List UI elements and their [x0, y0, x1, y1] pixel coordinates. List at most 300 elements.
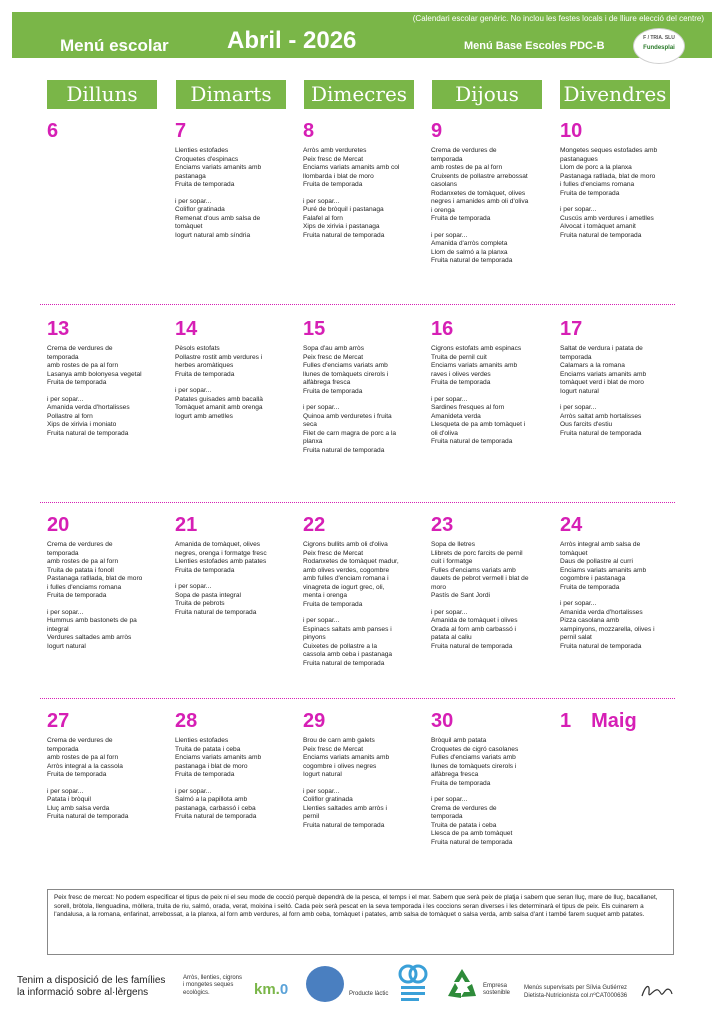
menu-item: cassola amb ceba i pastanaga — [303, 651, 393, 658]
menu-item: Remenat d'ous amb salsa de — [175, 214, 261, 222]
menu-item: Enciams variats amanits amb — [303, 754, 390, 761]
week-separator — [40, 304, 675, 305]
dinner-label: i per sopar... — [175, 583, 212, 590]
weekday-header: Divendres — [560, 80, 670, 109]
menu-item: Mongetes seques estofades amb — [560, 147, 658, 154]
menu-item: tomàquet verd i blat de moro — [560, 379, 644, 386]
meal-gap — [560, 198, 682, 206]
menu-item: Cigrons estofats amb espinacs — [431, 345, 522, 352]
day-cell — [431, 710, 553, 847]
menu-item: Amanida d'arròs completa — [431, 240, 508, 247]
menu-item: Llom de porc a la planxa — [560, 164, 632, 171]
day-cell — [175, 710, 297, 822]
menu-item: Peix fresc de Mercat — [303, 155, 364, 163]
menu-item: Fulles d'enciams variats amb — [431, 566, 516, 574]
menu-item: tomàquet — [175, 223, 203, 230]
weekday-header: Dimecres — [304, 80, 414, 109]
menu-item: menta i orenga — [303, 592, 347, 599]
day-number — [175, 318, 297, 340]
day-number-value: 10 — [560, 120, 583, 142]
day-cell — [560, 120, 682, 240]
dinner-label: i per sopar... — [431, 608, 468, 616]
logo-text-2: Fundesplai — [643, 45, 675, 51]
dinner-label: i per sopar... — [175, 787, 212, 795]
menu-item: herbes aromàtiques — [175, 362, 234, 369]
menu-item: pernil salat — [560, 634, 592, 641]
menu-item: pastanagues — [560, 155, 598, 163]
menu-item: Fruita natural de temporada — [303, 821, 385, 829]
menu-item: Amanida de tomàquet i olives — [431, 617, 518, 624]
meal-gap — [303, 780, 425, 788]
meal-gap — [175, 379, 297, 387]
day-cell — [303, 120, 425, 240]
supervision-info — [524, 985, 627, 1000]
dinner-label: i per sopar... — [303, 617, 340, 624]
menu-item: Saltat de verdura i patata de — [560, 345, 643, 352]
dinner-label: i per sopar... — [560, 600, 597, 607]
day-number-value: 6 — [47, 120, 59, 142]
supervision-line-1: Menús supervisats per Sílvia Gutiérrez — [524, 985, 628, 991]
day-number — [47, 710, 169, 732]
menu-item: Rodanxetes de tomàquet madur, — [303, 558, 399, 565]
day-number-value: 7 — [175, 120, 187, 142]
menu-item: Fruita de temporada — [175, 181, 235, 188]
menu-item: Calamars a la romana — [560, 362, 625, 369]
day-cell — [431, 120, 553, 266]
meal-gap — [175, 190, 297, 198]
menu-item: Llenties estofades amb patates — [175, 558, 267, 565]
meal-gap — [175, 575, 297, 583]
day-number-value: 23 — [431, 514, 454, 536]
menu-item: amb rostes de pa al forn — [47, 558, 119, 565]
dinner-label: i per sopar... — [175, 387, 212, 394]
day-number — [47, 120, 169, 142]
day-number — [303, 318, 425, 340]
menu-item: Iogurt natural — [47, 642, 86, 650]
menu-item: temporada — [560, 353, 592, 361]
menu-item: Fruita natural de temporada — [431, 642, 513, 650]
menu-item: llunes de tomàquets cirerols i — [303, 370, 389, 378]
day-number — [303, 710, 425, 732]
menu-item: Amanida de tomàquet, olives — [175, 541, 261, 548]
day-number-value: 15 — [303, 318, 326, 340]
menu-item: Pèsols estofats — [175, 345, 220, 352]
day-cell — [47, 318, 169, 438]
day-cell — [303, 514, 425, 668]
menu-item: integral — [47, 625, 69, 633]
menu-item: Pollastre al forn — [47, 412, 93, 420]
menu-item: negres, orenga i formatge fresc — [175, 549, 267, 557]
menu-item: Fruita natural de temporada — [303, 659, 385, 667]
menu-item: Enciams variats amanits amb — [175, 754, 262, 761]
menu-item: Bròquil amb patata — [431, 737, 487, 744]
day-number — [303, 120, 425, 142]
menu-item: Daus de pollastre al curri — [560, 558, 633, 565]
menu-item: Enciams variats amanits amb — [175, 164, 262, 171]
day-number — [560, 710, 682, 732]
day-number-value: 28 — [175, 710, 198, 732]
allergen-info — [17, 975, 165, 999]
calendar-note: (Calendari escolar genèric. No inclou les festes locals i de lliure elecció del centre) — [412, 14, 704, 23]
menu-item: Fruita de temporada — [175, 566, 235, 574]
menu-item: Arròs saltat amb hortalisses — [560, 412, 642, 420]
menu-item: cuit i formatge — [431, 558, 473, 565]
day-number — [560, 120, 682, 142]
dinner-label: i per sopar... — [303, 404, 340, 411]
menu-item: Fruita de temporada — [175, 370, 235, 378]
dinner-label: i per sopar... — [303, 197, 340, 205]
next-month-label: Maig — [591, 710, 637, 732]
day-number — [431, 710, 553, 732]
menu-item: Fulles d'enciams variats amb — [303, 362, 388, 369]
day-number-value: 8 — [303, 120, 315, 142]
day-number — [47, 514, 169, 536]
dinner-label: i per sopar... — [431, 796, 468, 803]
menu-item: seca — [303, 421, 317, 428]
menu-item: Filet de carn magra de porc a la — [303, 429, 397, 437]
menu-item: Iogurt amb ametlles — [175, 412, 233, 420]
dinner-label: i per sopar... — [47, 395, 84, 403]
menu-item: Crema de verdures de — [431, 147, 497, 154]
meal-gap — [47, 601, 169, 609]
day-number-value: 14 — [175, 318, 198, 340]
menu-item: Fruita natural de temporada — [431, 257, 513, 264]
meal-gap — [47, 388, 169, 396]
allergen-line-1: Tenim a disposició de les famílies — [17, 975, 166, 986]
dinner-label: i per sopar... — [303, 787, 340, 795]
menu-item: Crema de verdures de — [47, 345, 113, 352]
day-cell — [175, 120, 297, 240]
week-separator — [40, 502, 675, 503]
menu-item: Fruita de temporada — [560, 189, 620, 197]
menu-item: Fruita de temporada — [431, 779, 491, 787]
menu-item: patata al caliu — [431, 634, 472, 641]
menu-item: Verdures saltades amb arròs — [47, 634, 132, 641]
sustainable-company — [483, 983, 510, 998]
menu-item: Sopa de lletres — [431, 541, 475, 548]
menu-item: Sopa de pasta integral — [175, 591, 241, 599]
menu-item: i fulles d'enciams romana — [560, 181, 635, 188]
menu-item: Pizza casolana amb — [560, 617, 620, 624]
menu-item: Cigrons bullits amb oli d'oliva — [303, 541, 388, 548]
menu-item: Alvocat i tomàquet amanit — [560, 223, 636, 230]
menu-item: Pollastre rostit amb verdures i — [175, 353, 263, 361]
menu-item: Truita de patata i ceba — [175, 745, 241, 753]
menu-item: Lluç amb salsa verda — [47, 804, 110, 812]
menu-item: Enciams variats amanits amb — [431, 362, 518, 369]
dinner-label: i per sopar... — [560, 404, 597, 411]
day-number-value: 16 — [431, 318, 454, 340]
dinner-label: i per sopar... — [560, 206, 597, 213]
menu-item: amb rostes de pa al forn — [47, 754, 119, 761]
menu-item: Fruita natural de temporada — [303, 231, 385, 239]
menu-item: negres i amanides amb oli d'oliva — [431, 198, 529, 205]
menu-item: amb rostes de pa al forn — [431, 164, 503, 171]
weekday-header: Dimarts — [176, 80, 286, 109]
menu-item: Llesqueta de pa amb tomàquet i — [431, 421, 526, 428]
dairy-product-badge-icon — [306, 966, 344, 1002]
menu-item: cogombre i olives negres — [303, 762, 377, 770]
menu-item: Arròs amb verduretes — [303, 147, 367, 154]
allergen-line-2: la informació sobre al·lèrgens — [17, 987, 149, 998]
menu-item: Llibrets de porc farcits de pernil — [431, 549, 523, 557]
menu-item: Xips de xirivia i moniato — [47, 421, 117, 428]
meal-gap — [560, 396, 682, 404]
eco-info — [183, 975, 242, 997]
day-number-value: 20 — [47, 514, 70, 536]
km0-text: km. — [254, 981, 280, 998]
day-number-value: 21 — [175, 514, 198, 536]
menu-item: Fruita de temporada — [303, 181, 363, 188]
menu-item: pastanaga, carbassó i ceba — [175, 804, 256, 812]
menu-item: llunes de tomàquets cirerols i — [431, 762, 517, 770]
menu-item: Fruita de temporada — [560, 583, 620, 591]
menu-item: Crema de verdures de — [47, 541, 113, 548]
menu-item: Peix fresc de Mercat — [303, 745, 364, 753]
logo-text-1: F / TRIA. SLU — [643, 35, 675, 41]
km0-zero: 0 — [279, 981, 289, 998]
menu-item: Truita de patata i fonoll — [47, 566, 114, 574]
menu-item: Llesca de pa amb tomàquet — [431, 830, 513, 837]
menu-item: Crema de verdures de — [431, 804, 497, 812]
day-cell — [560, 318, 682, 438]
day-cell — [431, 318, 553, 447]
menu-item: Peix fresc de Mercat — [303, 549, 364, 557]
menu-item: Iogurt natural amb síndria — [175, 231, 251, 239]
signature-icon — [640, 982, 674, 1002]
menu-item: Lasanya amb bolonyesa vegetal — [47, 370, 142, 378]
menu-item: Fruita natural de temporada — [47, 813, 129, 820]
meal-gap — [560, 592, 682, 600]
menu-item: Puré de bròquil i pastanaga — [303, 206, 384, 213]
header-banner — [12, 12, 712, 58]
menu-item: planxa — [303, 438, 323, 445]
menu-item: temporada — [431, 155, 463, 163]
menu-item: alfàbrega fresca — [431, 771, 479, 778]
menu-item: Truita de pebrots — [175, 600, 225, 607]
meal-gap — [431, 224, 553, 232]
menu-item: Sopa d'au amb arròs — [303, 345, 365, 352]
meal-gap — [303, 609, 425, 617]
menu-item: i fulles d'enciams romana — [47, 583, 122, 591]
day-number-value: 27 — [47, 710, 70, 732]
dinner-label: i per sopar... — [175, 197, 212, 205]
day-number-value: 1 — [560, 710, 572, 732]
day-number — [560, 318, 682, 340]
menu-item: Llom de salmó a la planxa — [431, 248, 508, 256]
menu-item: Crema de verdures de — [47, 737, 113, 744]
day-cell — [303, 710, 425, 830]
day-number-value: 9 — [431, 120, 443, 142]
day-number-value: 17 — [560, 318, 583, 340]
menu-item: Fulles d'enciams variats amb — [431, 754, 516, 761]
menu-item: Peix fresc de Mercat — [303, 353, 364, 361]
menu-item: Hummus amb bastonets de pa — [47, 617, 137, 624]
menu-item: pastanaga — [175, 172, 206, 180]
menu-item: Fruita natural de temporada — [560, 231, 642, 239]
menu-item: Fruita de temporada — [431, 379, 491, 386]
dairy-label: Producte làctic — [349, 991, 389, 997]
menu-item: Pastanaga ratllada, blat de moro — [47, 575, 143, 582]
menu-item: Cuscús amb verdures i ametlles — [560, 214, 654, 222]
menu-item: alfàbrega fresca — [303, 379, 351, 386]
day-number — [175, 120, 297, 142]
menu-item: Fruita natural de temporada — [431, 438, 513, 445]
meal-gap — [47, 780, 169, 788]
menu-item: Fruita natural de temporada — [560, 642, 642, 650]
menu-item: Fruita de temporada — [47, 771, 107, 778]
day-number-value: 29 — [303, 710, 326, 732]
menu-item: Fruita de temporada — [431, 215, 491, 222]
dinner-label: i per sopar... — [47, 608, 84, 616]
menu-item: Fruita natural de temporada — [175, 813, 257, 820]
sustainable-line-1: Empresa — [483, 983, 508, 989]
menu-item: pernil — [303, 813, 320, 820]
menu-item: temporada — [431, 813, 463, 820]
menu-item: Patata i bròquil — [47, 796, 91, 803]
menu-item: xampinyons, mozzarella, olives i — [560, 625, 655, 633]
menu-item: Fruita natural de temporada — [47, 429, 129, 437]
menu-item: Croquetes de cigró casolanes — [431, 745, 519, 753]
menu-item: Fruita natural de temporada — [175, 608, 257, 616]
meal-gap — [303, 190, 425, 198]
menu-item: Ous farcits d'estiu — [560, 421, 613, 428]
company-logo — [633, 28, 685, 64]
menu-item: cogombre i pastanaga — [560, 575, 626, 582]
day-number — [175, 514, 297, 536]
fish-note: Peix fresc de mercat: No podem especificar el tipus de peix ni el seu mode de cocció perquè dependrà de la pesca, el temps i el mar. Sabem que serà peix de platja i sabem que seran lluç, mare de lluç, bacallanet, sorell, bròtola, llenguadina, mòllera, truita de riu, salmó, orada, verat, moixina i seitó. Cada peix serà pescat en la seva temporada i les coccions seran diverses i les determinarà el tipus de peix. Els cuinarem a l'andalusa, a la romana, enfarinat, arrebossat, a la planxa, al forn amb verdures, al forn amb ceba, tomàquet i patates, amb salsa de tomàquet o salsa verda, amb salsa d'ant i també farem suquet amb patates. — [47, 889, 674, 955]
menu-item: Llenties estofades — [175, 737, 229, 744]
menu-item: Amanida verda d'hortalisses — [560, 608, 643, 616]
weekday-header: Dijous — [432, 80, 542, 109]
day-number — [560, 514, 682, 536]
day-cell — [47, 710, 169, 822]
menu-item: Enciams variats amanits amb — [560, 370, 647, 378]
meal-gap — [303, 396, 425, 404]
menu-item: llombarda i blat de moro — [303, 172, 374, 180]
dinner-label: i per sopar... — [431, 395, 468, 403]
menu-item: Fruita de temporada — [175, 771, 235, 778]
menu-item: moro — [431, 583, 447, 591]
meal-gap — [431, 788, 553, 796]
menu-title: Menú escolar — [60, 36, 169, 55]
dinner-label: i per sopar... — [47, 787, 84, 795]
menu-item: Salmó a la papillota amb — [175, 796, 248, 803]
day-cell — [303, 318, 425, 455]
menu-item: Fruita natural de temporada — [560, 429, 642, 437]
menu-item: Arròs integral amb salsa de — [560, 541, 641, 548]
menu-item: Coliflor gratinada — [303, 796, 353, 803]
km0-logo — [254, 981, 288, 998]
day-number-value: 30 — [431, 710, 454, 732]
menu-item: Llenties saltades amb arròs i — [303, 804, 387, 812]
weekday-header: Dilluns — [47, 80, 157, 109]
menu-item: Tomàquet amanit amb orenga — [175, 404, 263, 411]
menu-item: Cuixetes de pollastre a la — [303, 642, 378, 650]
menu-item: temporada — [47, 549, 79, 557]
menu-item: Amanideta verda — [431, 412, 481, 420]
menu-item: Orada al forn amb carbassó i — [431, 625, 517, 633]
week-separator — [40, 698, 675, 699]
eco-line-2: i mongetes seques — [183, 982, 234, 989]
eco-line-1: Arròs, llenties, cigrons — [183, 975, 243, 981]
menu-item: oli d'oliva — [431, 429, 458, 437]
menu-item: raves i olives verdes — [431, 370, 491, 378]
menu-item: Fruita de temporada — [47, 592, 107, 599]
day-number — [175, 710, 297, 732]
menu-item: Fruita natural de temporada — [431, 838, 513, 846]
day-number-value: 24 — [560, 514, 583, 536]
day-cell — [560, 710, 682, 737]
menu-item: Espinacs saltats amb panses i — [303, 625, 392, 633]
menu-item: Croquetes d'espinacs — [175, 155, 239, 163]
menu-item: Fruita natural de temporada — [303, 446, 385, 454]
menu-item: Fruita de temporada — [303, 387, 363, 395]
day-cell — [47, 120, 169, 147]
day-cell — [175, 318, 297, 421]
day-cell — [431, 514, 553, 651]
month-title: Abril - 2026 — [227, 27, 357, 54]
menu-item: Arròs integral a la cassola — [47, 762, 123, 770]
menu-item: i orenga — [431, 206, 455, 214]
menu-item: Patates guisades amb bacallà — [175, 395, 263, 403]
menu-item: Falafel al forn — [303, 214, 343, 222]
menu-item: Fruita de temporada — [303, 600, 363, 608]
menu-item: Brou de carn amb galets — [303, 737, 375, 744]
recycle-icon — [444, 966, 480, 1002]
supervision-line-2: Dietista-Nutricionista col.nºCAT000636 — [524, 992, 628, 999]
menu-item: temporada — [47, 353, 79, 361]
menu-item: vinagreta de iogurt grec, oli, — [303, 583, 385, 591]
menu-item: Enciams variats amanits amb — [560, 566, 647, 574]
menu-item: Rodanxetes de tomàquet, olives — [431, 189, 526, 197]
menu-item: casolans — [431, 181, 458, 188]
day-cell — [560, 514, 682, 651]
menu-item: Xips de xirivia i pastanaga — [303, 223, 380, 230]
menu-item: Cruixents de pollastre arrebossat — [431, 172, 528, 180]
menu-item: Pastanaga ratllada, blat de moro — [560, 172, 656, 180]
menu-item: Enciams variats amanits amb col — [303, 164, 400, 171]
day-number-value: 22 — [303, 514, 326, 536]
menu-item: tomàquet — [560, 549, 588, 557]
menu-item: amb olives verdes, cogombre — [303, 566, 390, 574]
dinner-label: i per sopar... — [431, 231, 468, 239]
menu-item: dauets de pebrot vermell i blat de — [431, 575, 529, 582]
menu-subtitle: Menú Base Escoles PDC-B — [464, 40, 605, 52]
menu-item: pastanaga i blat de moro — [175, 762, 248, 770]
day-number — [431, 514, 553, 536]
day-cell — [175, 514, 297, 617]
biodiversity-icon — [398, 964, 428, 1002]
day-number — [431, 318, 553, 340]
menu-item: amb rostes de pa al forn — [47, 362, 119, 369]
day-number — [47, 318, 169, 340]
menu-item: Quinoa amb verduretes i fruita — [303, 412, 392, 420]
menu-item: Llenties estofades — [175, 147, 229, 154]
eco-line-3: ecològics. — [183, 989, 210, 996]
meal-gap — [431, 601, 553, 609]
menu-item: Sardines fresques al forn — [431, 404, 505, 411]
day-cell — [47, 514, 169, 651]
sustainable-line-2: sostenible — [483, 990, 511, 997]
menu-item: Truita de patata i ceba — [431, 821, 497, 829]
day-number — [431, 120, 553, 142]
menu-item: Coliflor gratinada — [175, 206, 225, 213]
day-number-value: 13 — [47, 318, 70, 340]
meal-gap — [431, 388, 553, 396]
menu-item: Fruita de temporada — [47, 379, 107, 386]
menu-item: amb fulles d'enciam romana i — [303, 575, 389, 582]
